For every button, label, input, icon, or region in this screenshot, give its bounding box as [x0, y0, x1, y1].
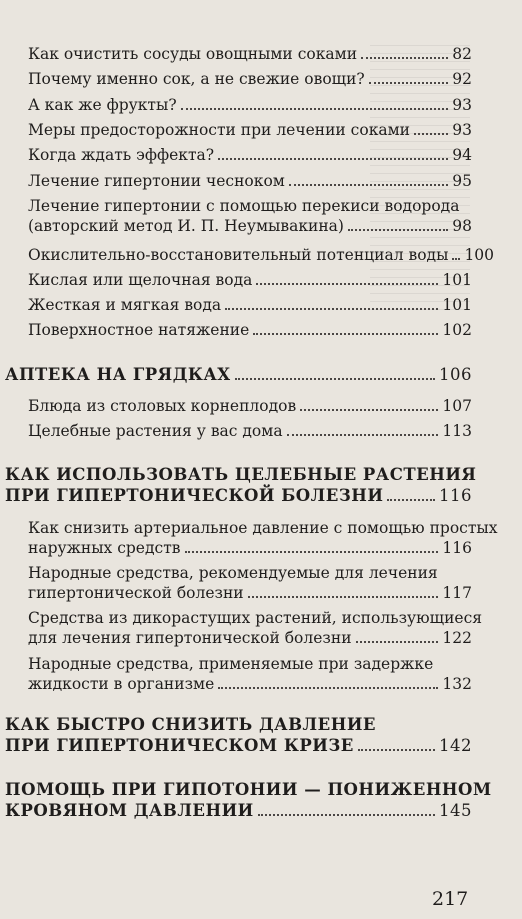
entry-title: Окислительно-восстановительный потенциал воды [28, 246, 449, 264]
toc-section-multiline [5, 779, 492, 821]
dot-leader [287, 434, 439, 436]
entry-page: 117 [442, 584, 472, 602]
toc-entry-multiline [28, 654, 472, 694]
dot-leader [356, 641, 439, 643]
section-title-line2: ПРИ ГИПЕРТОНИЧЕСКОМ КРИЗЕ [5, 736, 354, 755]
entry-title-line2: жидкости в организме [28, 675, 215, 693]
entry-last-line [28, 583, 472, 603]
toc-section-multiline [5, 714, 472, 756]
toc-entry [28, 95, 472, 115]
section-last-line [5, 735, 472, 756]
section-page: 106 [439, 365, 472, 384]
entry-title: А как же фрукты? [28, 96, 177, 114]
dot-leader [181, 108, 449, 110]
page-number: 217 [432, 888, 469, 910]
entry-page: 107 [442, 397, 472, 415]
entry-title-line1: Как снизить артериальное давление с помощью простых [28, 519, 498, 537]
toc-entry-multiline [28, 608, 483, 648]
dot-leader [218, 158, 448, 160]
section-page: 145 [439, 801, 472, 820]
entry-page: 113 [442, 422, 472, 440]
dot-leader [235, 378, 435, 380]
toc-section [5, 364, 472, 385]
toc-entry-multiline [28, 518, 498, 558]
dot-leader [256, 283, 438, 285]
toc-section-multiline [5, 464, 477, 506]
entry-page: 101 [442, 271, 472, 289]
toc-entry [28, 171, 472, 191]
entry-title: Блюда из столовых корнеплодов [28, 397, 297, 415]
entry-title: Почему именно сок, а не свежие овощи? [28, 70, 365, 88]
entry-title-line2: для лечения гипертонической болезни [28, 629, 352, 647]
entry-page: 102 [442, 321, 472, 339]
section-title-line2: КРОВЯНОМ ДАВЛЕНИИ [5, 801, 254, 820]
section-title-line2: ПРИ ГИПЕРТОНИЧЕСКОЙ БОЛЕЗНИ [5, 486, 384, 505]
entry-title-line1: Народные средства, рекомендуемые для лечения [28, 564, 438, 582]
entry-page: 94 [452, 146, 472, 164]
entry-page: 100 [464, 246, 495, 264]
toc-entry-multiline [28, 563, 472, 603]
dot-leader [369, 82, 449, 84]
dot-leader [185, 551, 439, 553]
entry-title: Лечение гипертонии чесноком [28, 172, 285, 190]
entry-page: 93 [452, 96, 472, 114]
entry-title: Как очистить сосуды овощными соками [28, 45, 358, 63]
entry-last-line [28, 538, 472, 558]
toc-entry [28, 270, 472, 290]
entry-title: Целебные растения у вас дома [28, 422, 283, 440]
dot-leader [253, 333, 438, 335]
entry-page: 93 [452, 121, 472, 139]
toc-entry [28, 421, 472, 441]
section-title-line1: КАК ИСПОЛЬЗОВАТЬ ЦЕЛЕБНЫЕ РАСТЕНИЯ [5, 465, 477, 484]
entry-title: Меры предосторожности при лечении соками [28, 121, 411, 139]
section-title: АПТЕКА НА ГРЯДКАХ [5, 365, 231, 384]
toc-entry [28, 145, 472, 165]
entry-page: 82 [452, 45, 472, 63]
dot-leader [225, 308, 438, 310]
dot-leader [387, 499, 435, 501]
entry-title-line2: гипертонической болезни [28, 584, 244, 602]
entry-page: 116 [442, 539, 472, 557]
entry-last-line [28, 628, 472, 648]
section-last-line [5, 800, 472, 821]
dot-leader [289, 184, 448, 186]
section-page: 116 [439, 486, 472, 505]
entry-page: 92 [452, 70, 472, 88]
entry-page: 122 [442, 629, 472, 647]
entry-title-line2: (авторский метод И. П. Неумывакина) [28, 217, 344, 235]
dot-leader [248, 596, 439, 598]
entry-title-line1: Лечение гипертонии с помощью перекиси водорода [28, 197, 460, 215]
toc-entry [28, 295, 472, 315]
section-last-line [5, 485, 472, 506]
entry-title-line2: наружных средств [28, 539, 181, 557]
entry-page: 132 [442, 675, 472, 693]
entry-title: Когда ждать эффекта? [28, 146, 215, 164]
entry-page: 98 [452, 217, 472, 235]
dot-leader [258, 814, 435, 816]
toc-entry [28, 396, 472, 416]
dot-leader [358, 749, 435, 751]
dot-leader [348, 229, 448, 231]
section-page: 142 [439, 736, 472, 755]
section-title-line1: ПОМОЩЬ ПРИ ГИПОТОНИИ — ПОНИЖЕННОМ [5, 780, 492, 799]
dot-leader [452, 258, 460, 260]
entry-title-line1: Средства из дикорастущих растений, использующиеся [28, 609, 483, 627]
toc-entry-multiline [28, 196, 472, 236]
dot-leader [361, 57, 448, 59]
entry-title: Поверхностное натяжение [28, 321, 250, 339]
section-title-line1: КАК БЫСТРО СНИЗИТЬ ДАВЛЕНИЕ [5, 715, 376, 734]
entry-title: Кислая или щелочная вода [28, 271, 253, 289]
entry-title: Жесткая и мягкая вода [28, 296, 222, 314]
toc-entry [28, 44, 472, 64]
toc-entry [28, 245, 495, 265]
toc-entry [28, 320, 472, 340]
entry-last-line [28, 216, 472, 236]
dot-leader [414, 133, 448, 135]
entry-title-line1: Народные средства, применяемые при задержке [28, 655, 434, 673]
entry-page: 95 [452, 172, 472, 190]
entry-last-line [28, 674, 472, 694]
toc-entry [28, 120, 472, 140]
dot-leader [300, 409, 438, 411]
toc-entry [28, 69, 472, 89]
entry-page: 101 [442, 296, 472, 314]
dot-leader [218, 687, 438, 689]
